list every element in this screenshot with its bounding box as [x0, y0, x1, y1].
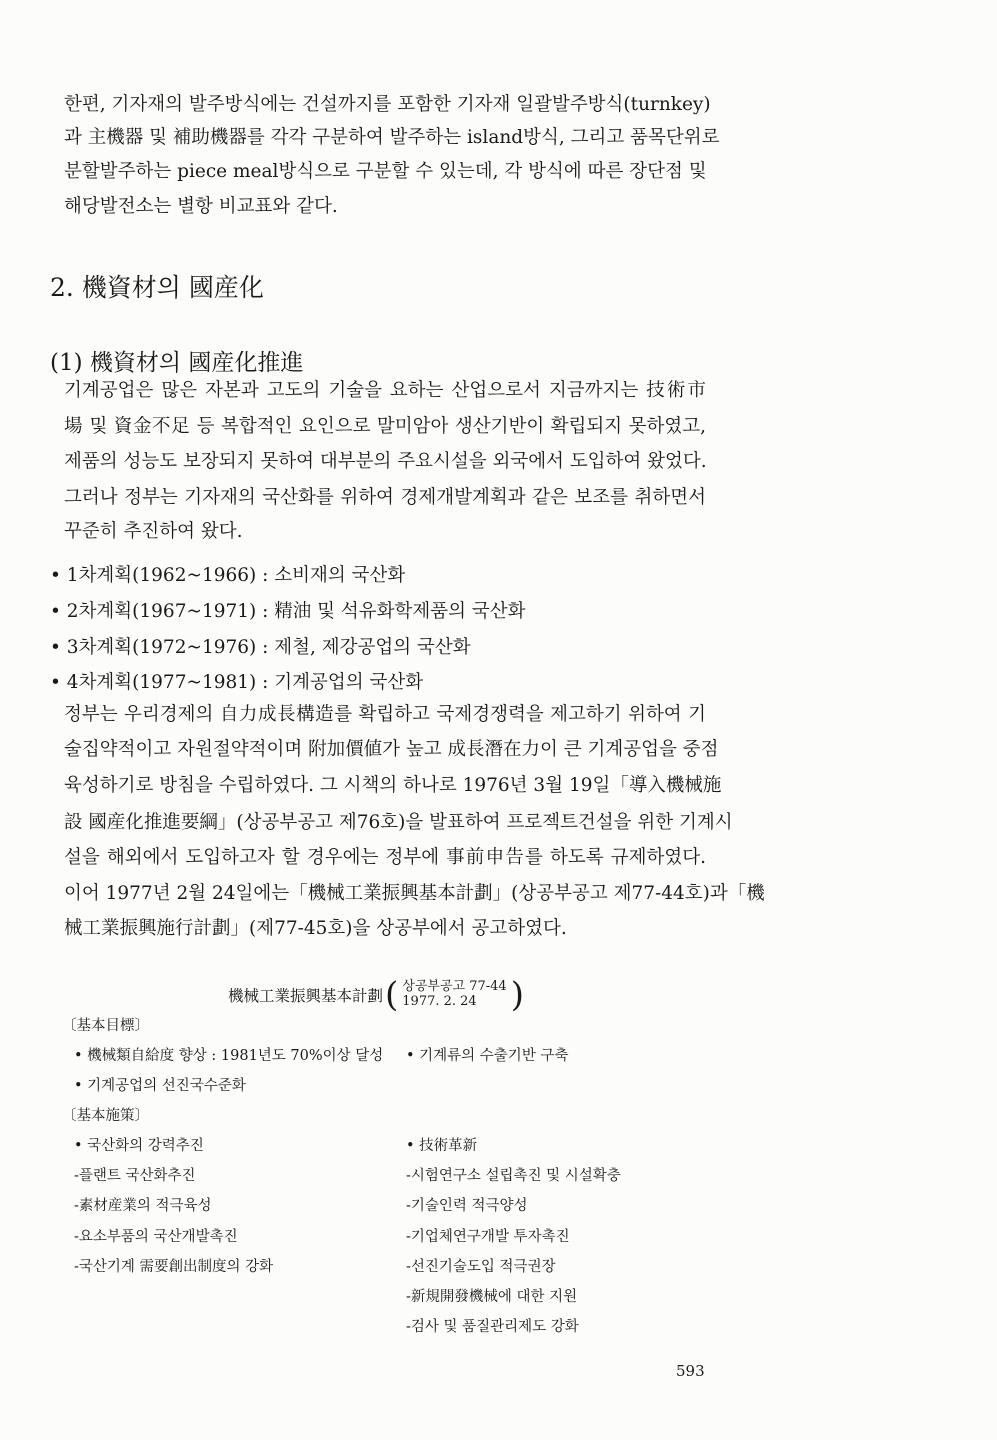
page-number: 593 [676, 1362, 705, 1380]
section-heading: 2. 機資材의 國産化 [50, 273, 264, 302]
policies-heading: 〔基本施策〕 [62, 1108, 149, 1124]
para2-line-2: 술집약적이고 자원절약적이며 附加價値가 높고 成長潛在力이 큰 기계공업을 중점 [64, 739, 719, 760]
plan-notice [400, 980, 508, 1010]
policy-right-item: -기술인력 적극양성 [406, 1198, 528, 1214]
goal-item: • 機械類自給度 향상 : 1981년도 70%이상 달성 [74, 1048, 384, 1064]
plan-item: • 3차계획(1972~1976) : 제철, 제강공업의 국산화 [50, 637, 471, 658]
para2-line-6: 이어 1977년 2월 24일에는「機械工業振興基本計劃」(상공부공고 제77-44호)과「機 [64, 883, 765, 904]
policy-left-item: -국산기계 需要創出制度의 강화 [74, 1259, 274, 1275]
plan-notice-line-2: 1977. 2. 24 [402, 994, 477, 1009]
goals-heading: 〔基本目標〕 [62, 1018, 149, 1034]
intro-line-2: 과 主機器 및 補助機器를 각각 구분하여 발주하는 island방식, 그리고 품목단위로 [64, 127, 720, 148]
policy-right-item: -선진기술도입 적극권장 [406, 1259, 556, 1275]
policy-left-item: -플랜트 국산화추진 [74, 1168, 196, 1184]
plan-notice-line-1: 상공부공고 77-44 [402, 979, 507, 995]
para1-line-4: 그러나 정부는 기자재의 국산화를 위하여 경제개발계획과 같은 보조를 취하면서 [64, 487, 706, 508]
para2-line-3: 육성하기로 방침을 수립하였다. 그 시책의 하나로 1976년 3월 19일「導入機械施 [64, 775, 722, 796]
plan-item: • 4차계획(1977~1981) : 기계공업의 국산화 [50, 672, 424, 693]
policy-left-item: -素材産業의 적극육성 [74, 1198, 212, 1214]
para1-line-2: 場 및 資金不足 등 복합적인 요인으로 말미암아 생산기반이 확립되지 못하였고, [64, 416, 706, 437]
para2-line-7: 械工業振興施行計劃」(제77-45호)을 상공부에서 공고하였다. [64, 918, 567, 939]
para2-line-5: 설을 해외에서 도입하고자 할 경우에는 정부에 事前申告를 하도록 규제하였다. [64, 847, 706, 868]
intro-line-1: 한편, 기자재의 발주방식에는 건설까지를 포함한 기자재 일괄발주방식(turnkey) [64, 94, 711, 115]
intro-line-3: 분할발주하는 piece meal방식으로 구분할 수 있는데, 각 방식에 따른 장단점 및 [64, 161, 707, 182]
policy-right-item: -검사 및 품질관리제도 강화 [406, 1319, 579, 1335]
para1-line-1: 기계공업은 많은 자본과 고도의 기술을 요하는 산업으로서 지금까지는 技術市 [64, 380, 706, 401]
policy-left-item: • 국산화의 강력추진 [74, 1138, 204, 1154]
policy-right-item: -시험연구소 설립촉진 및 시설확충 [406, 1168, 621, 1184]
policy-left-item: -요소부품의 국산개발촉진 [74, 1229, 238, 1245]
para1-line-3: 제품의 성능도 보장되지 못하여 대부분의 주요시설을 외국에서 도입하여 왔었다. [64, 451, 707, 472]
plan-title: 機械工業振興基本計劃 [228, 987, 384, 1005]
plan-box-title: 機械工業振興基本計劃 ( 상공부공고 77-44 1977. 2. 24 ) [228, 975, 524, 1015]
para1-line-5: 꾸준히 추진하여 왔다. [64, 521, 243, 542]
para2-line-4: 設 國産化推進要綱」(상공부공고 제76호)을 발표하여 프로젝트건설을 위한 기계시 [64, 812, 733, 833]
goal-item: • 기계공업의 선진국수준화 [74, 1078, 246, 1094]
plan-item: • 1차계획(1962~1966) : 소비재의 국산화 [50, 565, 406, 586]
policy-right-item: -기업체연구개발 투자촉진 [406, 1229, 570, 1245]
plan-item: • 2차계획(1967~1971) : 精油 및 석유화학제품의 국산화 [50, 601, 526, 622]
policy-right-item: • 技術革新 [406, 1138, 478, 1154]
goal-item: • 기계류의 수출기반 구축 [406, 1048, 569, 1064]
subsection-heading: (1) 機資材의 國産化推進 [50, 350, 304, 376]
intro-line-4: 해당발전소는 별항 비교표와 같다. [64, 196, 338, 217]
policy-right-item: -新規開發機械에 대한 지원 [406, 1289, 578, 1305]
para2-line-1: 정부는 우리경제의 自力成長構造를 확립하고 국제경쟁력을 제고하기 위하여 기 [64, 704, 706, 725]
